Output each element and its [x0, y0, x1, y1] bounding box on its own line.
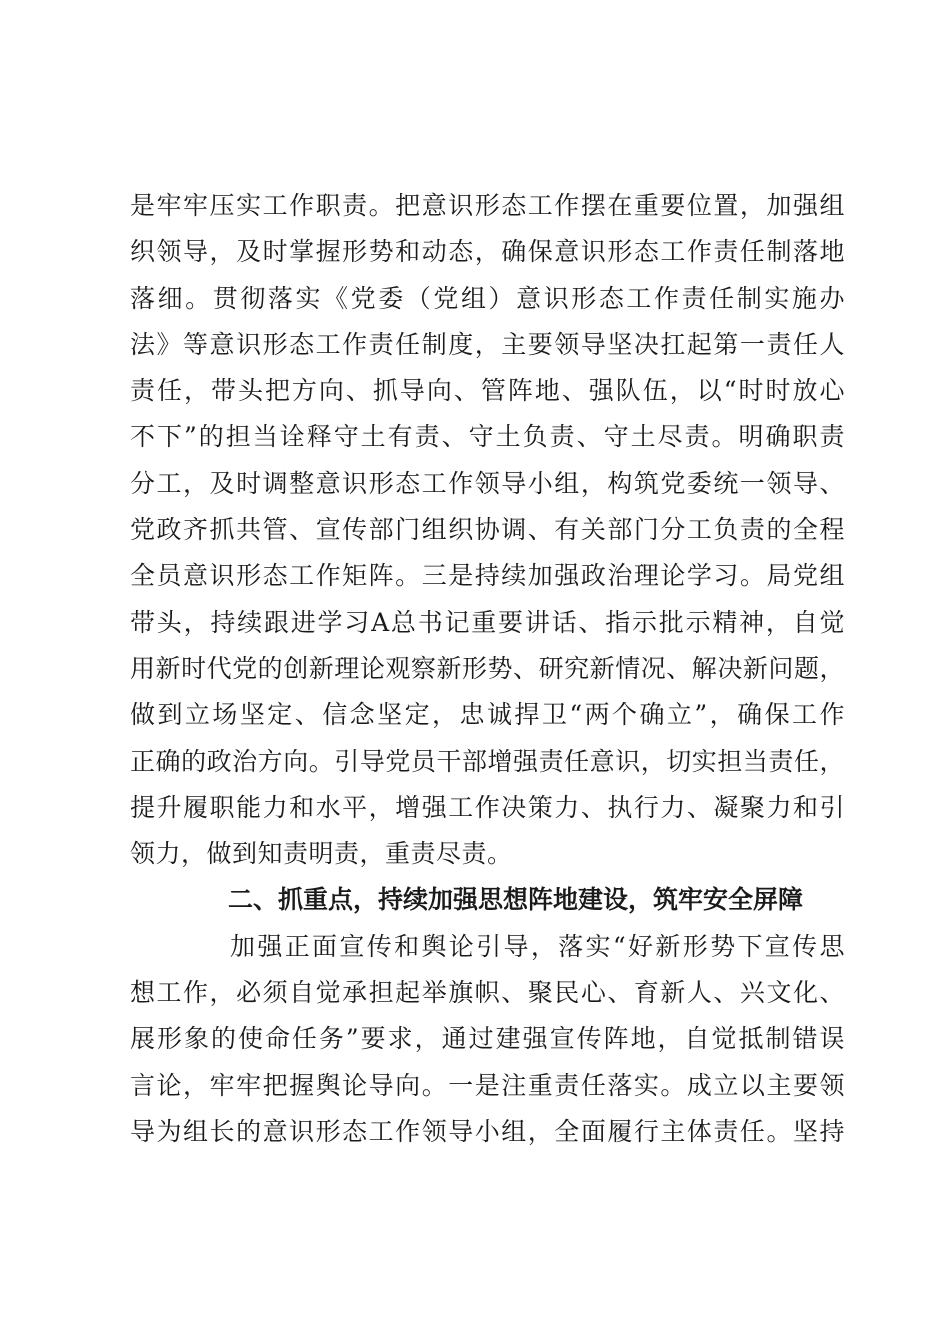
paragraph-line: 正确的政治方向。引导党员干部增强责任意识，切实担当责任，	[130, 746, 845, 776]
paragraph-line: 带头，持续跟进学习A总书记重要讲话、指示批示精神，自觉	[130, 607, 845, 637]
paragraph-line: 分工，及时调整意识形态工作领导小组，构筑党委统一领导、	[130, 468, 845, 498]
section-heading: 二、抓重点，持续加强思想阵地建设，筑牢安全屏障	[228, 885, 804, 915]
paragraph-line: 展形象的使命任务”要求，通过建强宣传阵地，自觉抵制错误	[130, 1024, 845, 1054]
paragraph-line: 党政齐抓共管、宣传部门组织协调、有关部门分工负责的全程	[130, 515, 845, 545]
document-body	[130, 183, 845, 1155]
paragraph-line: 织领导，及时掌握形势和动态，确保意识形态工作责任制落地	[130, 237, 845, 267]
paragraph-line: 做到立场坚定、信念坚定，忠诚捍卫“两个确立”，确保工作	[130, 700, 845, 730]
paragraph-line: 全员意识形态工作矩阵。三是持续加强政治理论学习。局党组	[130, 561, 845, 591]
paragraph-line: 想工作，必须自觉承担起举旗帜、聚民心、育新人、兴文化、	[130, 978, 845, 1008]
paragraph-line: 是牢牢压实工作职责。把意识形态工作摆在重要位置，加强组	[130, 191, 845, 220]
paragraph-line: 责任，带头把方向、抓导向、管阵地、强队伍，以“时时放心	[130, 376, 845, 406]
paragraph-line: 言论，牢牢把握舆论导向。一是注重责任落实。成立以主要领	[130, 1070, 845, 1100]
paragraph-line: 导为组长的意识形态工作领导小组，全面履行主体责任。坚持	[130, 1116, 845, 1146]
paragraph-line: 加强正面宣传和舆论引导，落实“好新形势下宣传思	[230, 931, 845, 961]
paragraph-line: 落细。贯彻落实《党委（党组）意识形态工作责任制实施办	[130, 283, 845, 313]
paragraph-line: 用新时代党的创新理论观察新形势、研究新情况、解决新问题，	[130, 653, 845, 683]
paragraph-line: 领力，做到知责明责，重责尽责。	[130, 839, 513, 869]
paragraph-line: 提升履职能力和水平，增强工作决策力、执行力、凝聚力和引	[130, 792, 845, 822]
paragraph-line: 不下”的担当诠释守土有责、守土负责、守土尽责。明确职责	[130, 422, 845, 452]
paragraph-line: 法》等意识形态工作责任制度，主要领导坚决扛起第一责任人	[130, 329, 845, 359]
